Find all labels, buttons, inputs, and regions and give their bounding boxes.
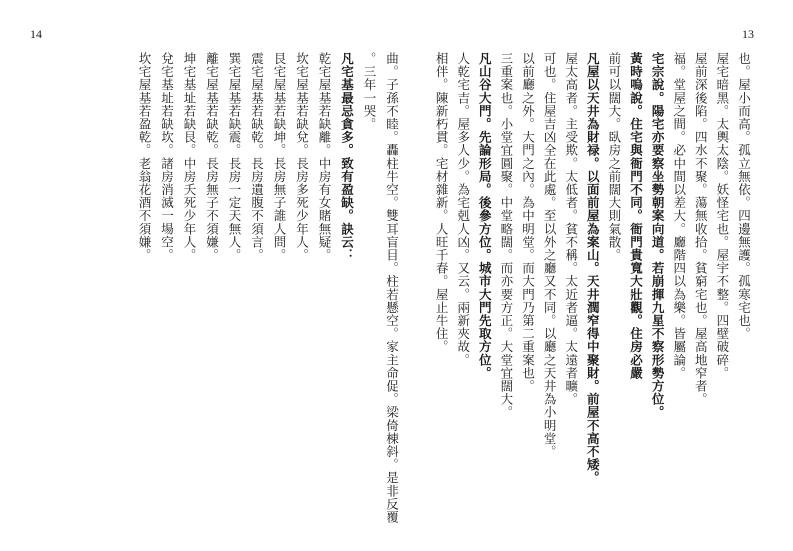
text-column: 可也。住屋吉凶全在此處。至以外之廳又不同。以廳之天井為小明堂。	[542, 52, 558, 459]
text-column: 凡山谷大門。先論形局。後參方位。城市大門先取方位。	[477, 52, 493, 380]
text-column: 兌宅基址若缺坎。諸房消滅一場空。	[159, 52, 175, 262]
text-column: 宅宗說。陽宅亦要察坐勢朝案向道。若崩揮九星不察形勢方位。	[650, 52, 666, 419]
text-column: 艮宅屋基若缺坤。長房無子誰人問。	[272, 52, 287, 262]
text-column: 坎宅屋基若盈乾。老翁花酒不須嫌。	[137, 52, 152, 262]
page-number-left: 14	[30, 27, 42, 41]
text-column: 離宅屋基若缺乾。長房無子不須嫌。	[204, 52, 220, 262]
text-column: 。三年一哭。	[362, 52, 377, 131]
text-column: 三重案也。小堂宜圓聚。中堂略闊。而亦要方正。大堂宜闊大。	[498, 52, 514, 419]
text-column: 屋前深後陷。四水不聚。蕩無收拾。貧窮宅也。屋高地窄者。	[693, 52, 709, 406]
text-column: 黃時嗚說。住宅與衙門不同。衙門貴寬大壯觀。住房必嚴	[628, 52, 644, 380]
text-column: 也。屋小而高。孤立無依。四邊無護。孤寒宅也。	[736, 52, 752, 341]
text-column: 曲。子孫不睦。轟柱牛空。雙耳盲目。柱若懸空。家主命促。梁倚棟斜。是非反覆	[384, 52, 400, 524]
text-column: 屋宅暗黑。太輿太陰。妖怪宅也。屋宇不整。四壁破碎。	[714, 52, 730, 380]
text-column: 乾宅屋基若缺離。中房有女賭無疑。	[317, 52, 332, 262]
text-column: 凡屋以天井為財禄。以面前屋為案山。天井潤窄得中聚財。前屋不高不矮。	[585, 52, 601, 485]
text-column: 前可以闊大。臥房之前闊大則氣散。	[606, 52, 622, 262]
text-column: 屋太高者。主受欺。太低者。貧不稱。太近者逼。太遠者曠。	[563, 52, 579, 406]
text-column: 震宅屋基若缺乾。長房遺腹不須言。	[249, 52, 265, 262]
page-number-right: 13	[742, 27, 754, 41]
text-column: 人乾宅吉。屋多人少。為宅剋人凶。又云。兩新夾故。	[455, 52, 471, 367]
text-column: 坤宅基址若缺艮。中房夭死少年人。	[182, 52, 197, 262]
text-column: 以前廳之外。大門之內。為中明堂。而大門乃第二重案也。	[520, 52, 536, 393]
text-column: 坎宅屋基若缺兌。長房多死少年人。	[294, 52, 310, 262]
text-column: 巽宅屋基若缺震。長房一定天無人。	[227, 52, 242, 262]
text-column: 凡宅基最忌貪多。致有盈缺。訣云：	[339, 52, 355, 262]
text-column: 相伴。陳新朽貫。宅材雜新。人旺千春。屋止牛住。	[434, 52, 450, 354]
text-column: 福。堂屋之間。必中間以差大。廳階四以為樂。皆屬論。	[671, 52, 687, 380]
